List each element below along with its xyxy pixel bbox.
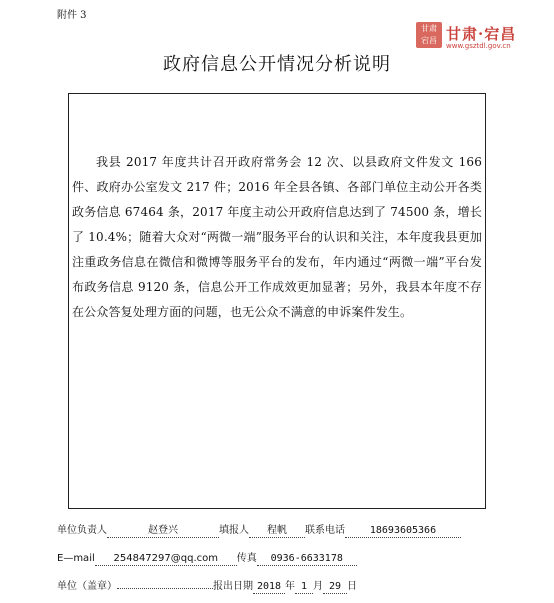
filler-label: 填报人 (219, 525, 249, 536)
site-logo (416, 22, 541, 50)
logo-seal-top: 甘肃 (421, 24, 437, 33)
leader-value: 赵登兴 (107, 525, 219, 538)
logo-name: 甘肃·宕昌 (446, 25, 517, 43)
year-unit: 年 (285, 581, 295, 592)
day-unit: 日 (347, 581, 357, 592)
footer-row-responsible (57, 521, 461, 538)
filler-value: 程帆 (249, 525, 305, 538)
logo-url: www.gsztdl.gov.cn (446, 42, 511, 50)
unit-label: 单位（盖章） (57, 581, 117, 592)
leader-label: 单位负责人 (57, 525, 107, 536)
email-value: 254847297@qq.com (95, 553, 237, 566)
date-day: 29 (323, 581, 347, 594)
month-unit: 月 (313, 581, 323, 592)
fax-label: 传真 (236, 553, 257, 564)
logo-seal-bottom: 宕昌 (421, 36, 437, 45)
attachment-label: 附件 3 (57, 10, 87, 21)
phone-label: 联系电话 (305, 525, 345, 536)
date-month: 1 (295, 581, 313, 594)
page-title: 政府信息公开情况分析说明 (163, 54, 391, 75)
footer-row-unit (57, 577, 357, 594)
unit-value (117, 588, 213, 589)
date-year: 2018 (253, 581, 285, 594)
email-label: E—mail (57, 553, 95, 564)
phone-value: 18693605366 (345, 525, 461, 538)
date-label: 报出日期 (213, 581, 253, 592)
footer-row-contact (57, 549, 357, 566)
body-paragraph: 我县 2017 年度共计召开政府常务会 12 次、以县政府文件发文 166 件、政府办公室发文 217 件；2016 年全县各镇、各部门单位主动公开各类政务信息 67464 条，2017 年度主动公开政府信息达到了 74500 条，增长了 10.4%；随着大众对“两微一端”服务平台的认识和关注，本年度我县更加注重政务信息在微信和微博等服务平台的发布，年内通过“两微一端”平台发布政务信息 9120 条，信息公开工作成效更加显著；另外，我县本年度不存在公众答复处理方面的问题，也无公众不满意的申诉案件发生。 (72, 155, 482, 319)
logo-seal-icon (416, 22, 442, 48)
fax-value: 0936-6633178 (257, 553, 357, 566)
